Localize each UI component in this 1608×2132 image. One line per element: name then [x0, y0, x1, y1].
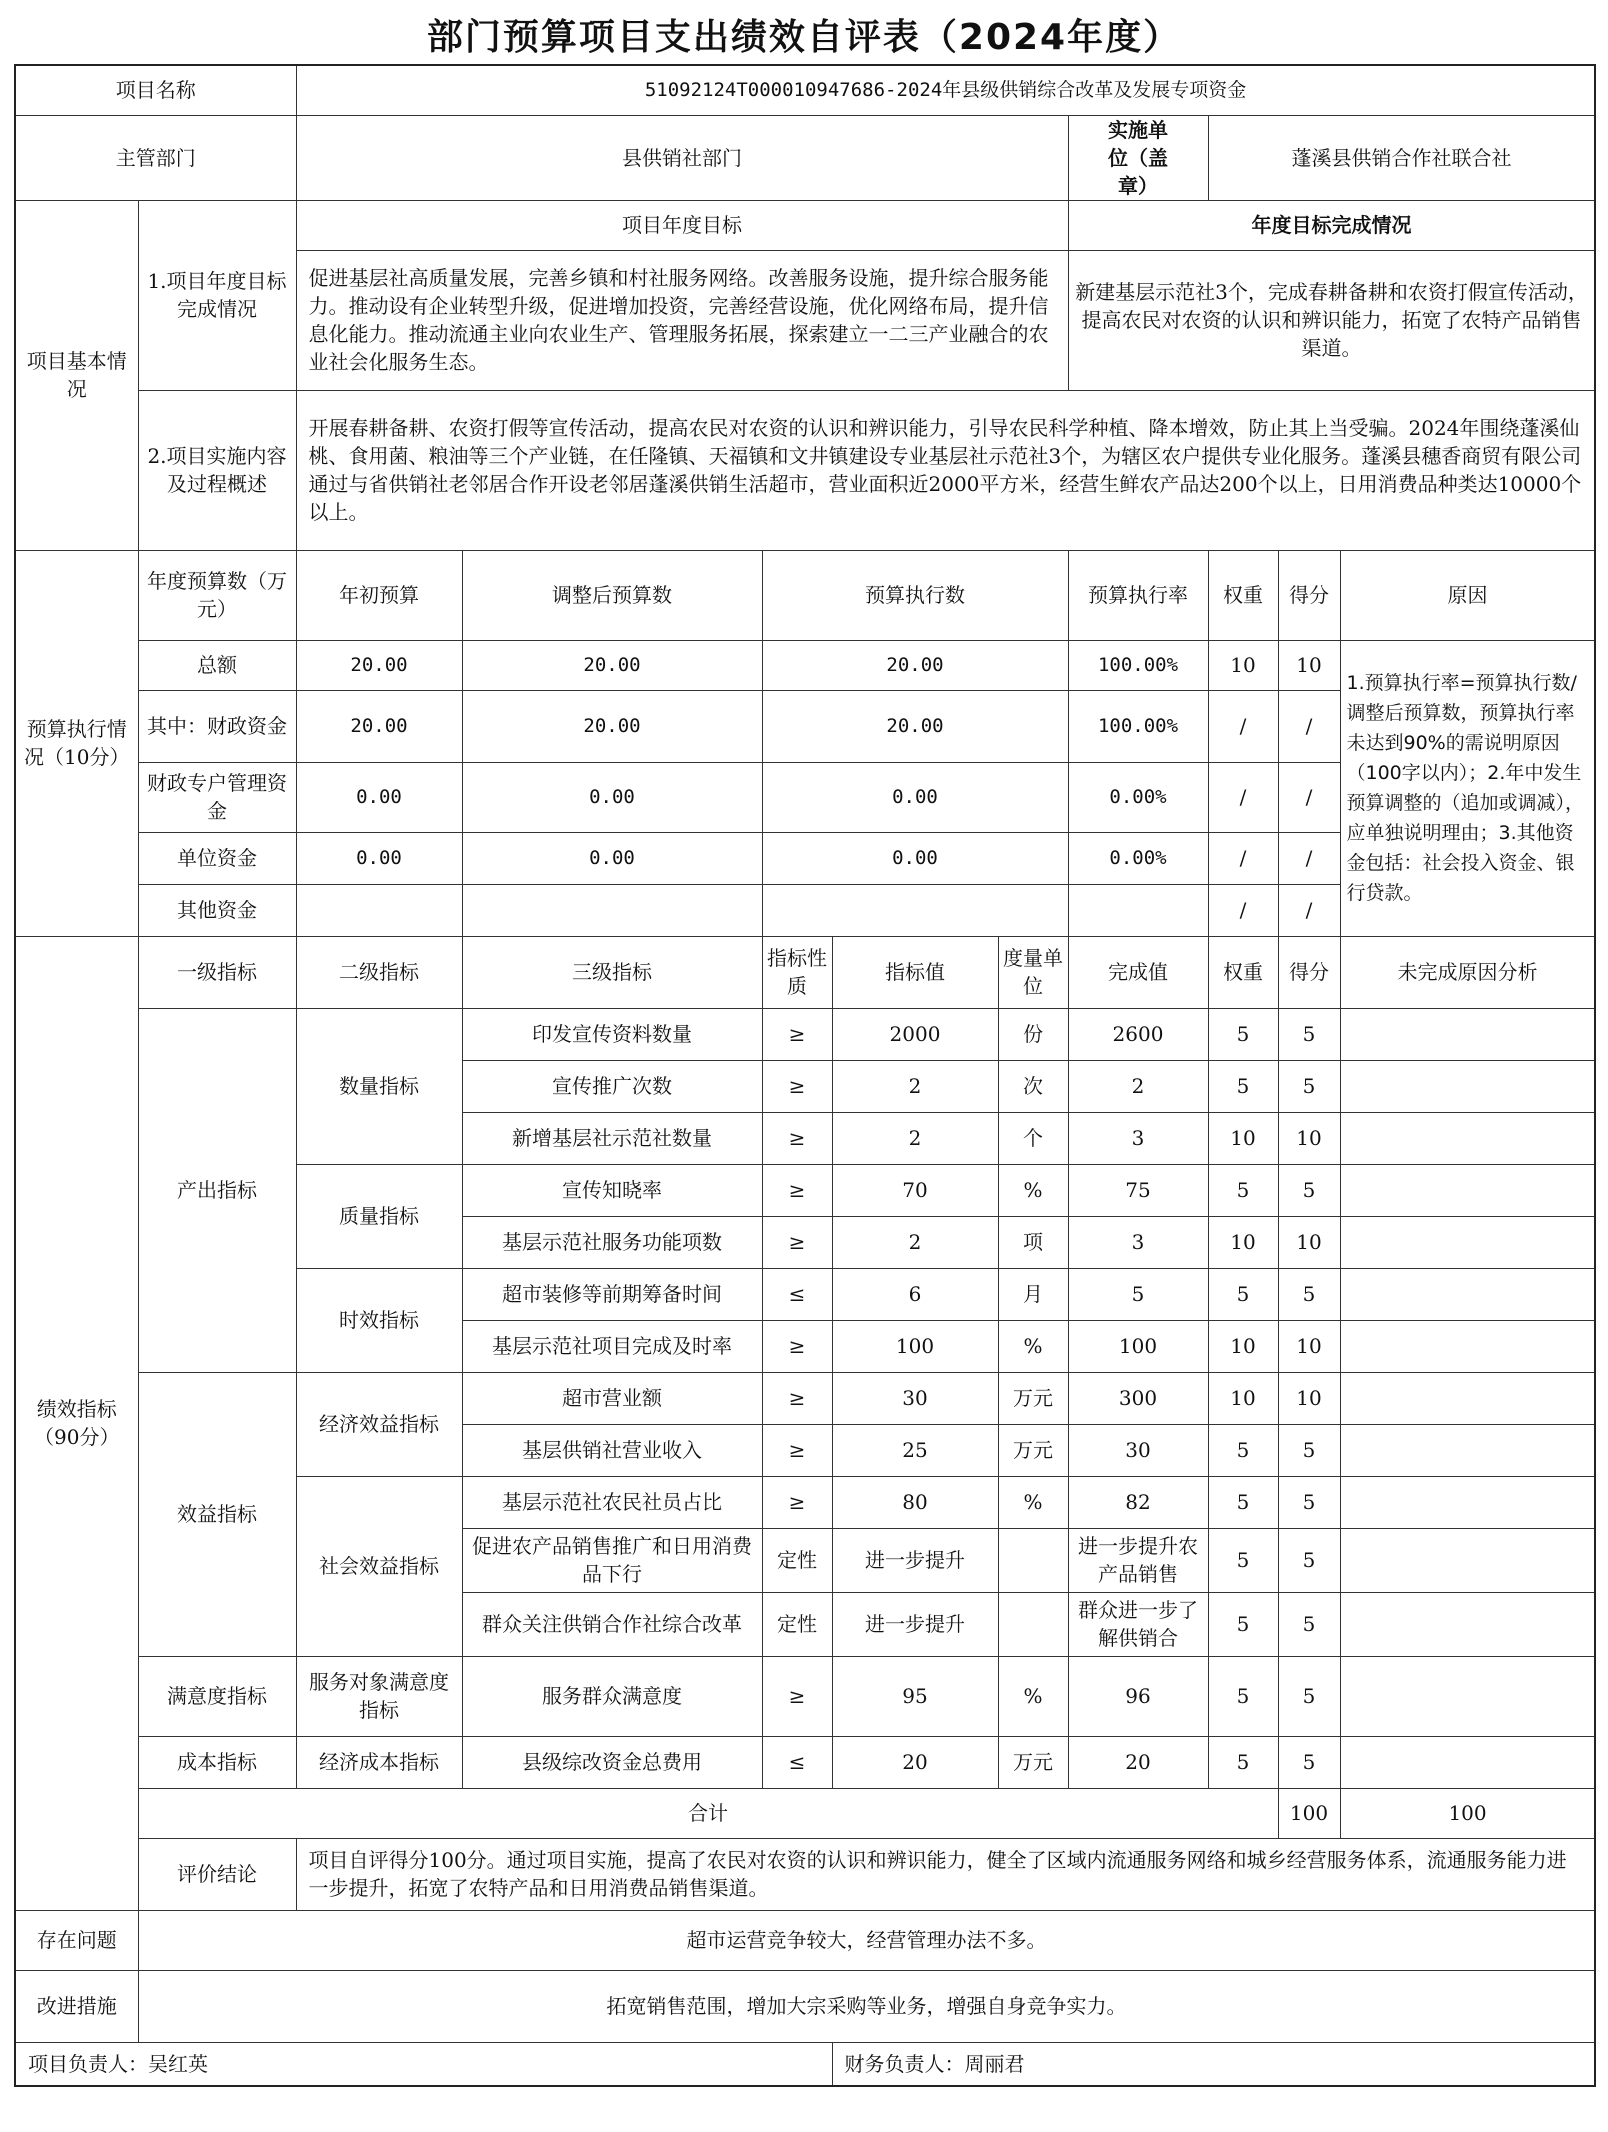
level2-econ-cost: 经济成本指标 [296, 1736, 462, 1788]
indicator-weight: 5 [1208, 1736, 1278, 1788]
project-name-label: 项目名称 [15, 65, 296, 115]
indicator-score: 5 [1278, 1008, 1340, 1060]
indicator-weight: 5 [1208, 1592, 1278, 1656]
perf-header: 完成值 [1068, 936, 1208, 1008]
indicator-score: 5 [1278, 1736, 1340, 1788]
indicator-nature: ≥ [762, 1372, 832, 1424]
budget-score: / [1278, 762, 1340, 832]
indicator-actual: 20 [1068, 1736, 1208, 1788]
budget-score: 10 [1278, 640, 1340, 690]
level2-service: 服务对象满意度指标 [296, 1656, 462, 1736]
level2-social: 社会效益指标 [296, 1476, 462, 1656]
budget-weight: / [1208, 832, 1278, 884]
budget-weight: / [1208, 690, 1278, 762]
department-row [15, 115, 1595, 200]
indicator-weight: 5 [1208, 1164, 1278, 1216]
perf-header: 权重 [1208, 936, 1278, 1008]
perf-header: 未完成原因分析 [1340, 936, 1595, 1008]
budget-initial: 20.00 [296, 690, 462, 762]
indicator-name: 印发宣传资料数量 [462, 1008, 762, 1060]
indicator-actual: 96 [1068, 1656, 1208, 1736]
indicator-unit: % [998, 1164, 1068, 1216]
finance-manager-label: 财务负责人： [844, 2051, 965, 2076]
budget-reason: 1.预算执行率=预算执行数/调整后预算数，预算执行率未达到90%的需说明原因（100字以内）；2.年中发生预算调整的（追加或调减），应单独说明理由；3.其他资金包括：社会投入资金、银行贷款。 [1340, 640, 1595, 936]
indicator-score: 5 [1278, 1268, 1340, 1320]
indicator-actual: 5 [1068, 1268, 1208, 1320]
indicator-reason [1340, 1372, 1595, 1424]
perf-header: 指标值 [832, 936, 998, 1008]
indicator-reason [1340, 1592, 1595, 1656]
budget-adjusted: 0.00 [462, 832, 762, 884]
budget-header-row [15, 550, 1595, 640]
budget-executed: 20.00 [762, 640, 1068, 690]
indicator-weight: 5 [1208, 1008, 1278, 1060]
indicator-score: 10 [1278, 1112, 1340, 1164]
budget-rate: 100.00% [1068, 640, 1208, 690]
indicator-weight: 10 [1208, 1112, 1278, 1164]
budget-executed: 0.00 [762, 762, 1068, 832]
budget-executed [762, 884, 1068, 936]
perf-header: 一级指标 [138, 936, 296, 1008]
budget-header-initial: 年初预算 [296, 550, 462, 640]
indicator-unit: % [998, 1656, 1068, 1736]
budget-initial: 20.00 [296, 640, 462, 690]
indicator-actual: 300 [1068, 1372, 1208, 1424]
process-row [15, 390, 1595, 550]
budget-executed: 20.00 [762, 690, 1068, 762]
indicator-actual: 75 [1068, 1164, 1208, 1216]
indicator-unit [998, 1592, 1068, 1656]
budget-adjusted: 20.00 [462, 690, 762, 762]
process-label: 2.项目实施内容及过程概述 [138, 390, 296, 550]
indicator-nature: ≥ [762, 1008, 832, 1060]
budget-header-rate: 预算执行率 [1068, 550, 1208, 640]
indicator-name: 基层供销社营业收入 [462, 1424, 762, 1476]
level2-timeliness: 时效指标 [296, 1268, 462, 1372]
conclusion-row [15, 1838, 1595, 1910]
finance-manager [832, 2042, 1595, 2086]
project-manager [15, 2042, 832, 2086]
indicator-target: 2 [832, 1060, 998, 1112]
level1-output: 产出指标 [138, 1008, 296, 1372]
indicator-target: 2 [832, 1216, 998, 1268]
goal-text: 促进基层社高质量发展，完善乡镇和村社服务网络。改善服务设施，提升综合服务能力。推动设有企业转型升级，促进增加投资，完善经营设施，优化网络布局，提升信息化能力。推动流通主业向农业生产、管理服务拓展，探索建立一二三产业融合的农业社会化服务生态。 [296, 250, 1068, 390]
budget-rate: 0.00% [1068, 832, 1208, 884]
signature-row [15, 2042, 1595, 2086]
indicator-nature: ≥ [762, 1164, 832, 1216]
indicator-target: 80 [832, 1476, 998, 1528]
indicator-reason [1340, 1268, 1595, 1320]
indicator-actual: 进一步提升农产品销售 [1068, 1528, 1208, 1592]
indicator-target: 6 [832, 1268, 998, 1320]
total-label: 合计 [138, 1788, 1278, 1838]
indicator-unit: 次 [998, 1060, 1068, 1112]
indicator-score: 5 [1278, 1592, 1340, 1656]
indicator-reason [1340, 1656, 1595, 1736]
indicator-nature: ≤ [762, 1736, 832, 1788]
perf-section-label: 绩效指标（90分） [15, 936, 138, 1910]
indicator-reason [1340, 1476, 1595, 1528]
indicator-name: 宣传推广次数 [462, 1060, 762, 1112]
indicator-score: 10 [1278, 1372, 1340, 1424]
indicator-nature: ≥ [762, 1060, 832, 1112]
indicator-score: 5 [1278, 1424, 1340, 1476]
indicator-actual: 2 [1068, 1060, 1208, 1112]
dept-label: 主管部门 [15, 115, 296, 200]
table-row [15, 1736, 1595, 1788]
indicator-nature: ≥ [762, 1112, 832, 1164]
table-row [15, 1008, 1595, 1060]
indicator-target: 20 [832, 1736, 998, 1788]
indicator-weight: 5 [1208, 1268, 1278, 1320]
indicator-name: 新增基层社示范社数量 [462, 1112, 762, 1164]
indicator-unit: 个 [998, 1112, 1068, 1164]
indicator-nature: ≥ [762, 1216, 832, 1268]
indicator-actual: 群众进一步了解供销合 [1068, 1592, 1208, 1656]
indicator-reason [1340, 1060, 1595, 1112]
indicator-nature: ≥ [762, 1320, 832, 1372]
level1-cost: 成本指标 [138, 1736, 296, 1788]
indicator-name: 基层示范社项目完成及时率 [462, 1320, 762, 1372]
indicator-weight: 5 [1208, 1656, 1278, 1736]
indicator-actual: 2600 [1068, 1008, 1208, 1060]
budget-score: / [1278, 884, 1340, 936]
budget-row-label: 总额 [138, 640, 296, 690]
evaluation-sheet [14, 14, 1594, 2087]
budget-rate: 0.00% [1068, 762, 1208, 832]
measures-text: 拓宽销售范围，增加大宗采购等业务，增强自身竞争实力。 [138, 1970, 1595, 2042]
total-weight: 100 [1278, 1788, 1340, 1838]
conclusion-text: 项目自评得分100分。通过项目实施，提高了农民对农资的认识和辨识能力，健全了区域内流通服务网络和城乡经营服务体系，流通服务能力进一步提升，拓宽了农特产品和日用消费品销售渠道。 [296, 1838, 1595, 1910]
project-manager-name: 吴红英 [148, 2051, 208, 2076]
indicator-target: 100 [832, 1320, 998, 1372]
indicator-name: 基层示范社农民社员占比 [462, 1476, 762, 1528]
indicator-target: 进一步提升 [832, 1592, 998, 1656]
indicator-score: 5 [1278, 1528, 1340, 1592]
indicator-actual: 100 [1068, 1320, 1208, 1372]
budget-adjusted: 0.00 [462, 762, 762, 832]
problems-label: 存在问题 [15, 1910, 138, 1970]
indicator-weight: 10 [1208, 1372, 1278, 1424]
project-manager-label: 项目负责人： [28, 2051, 148, 2076]
indicator-name: 服务群众满意度 [462, 1656, 762, 1736]
budget-score: / [1278, 690, 1340, 762]
indicator-actual: 82 [1068, 1476, 1208, 1528]
indicator-target: 25 [832, 1424, 998, 1476]
indicator-weight: 10 [1208, 1320, 1278, 1372]
indicator-score: 10 [1278, 1320, 1340, 1372]
budget-initial: 0.00 [296, 762, 462, 832]
indicator-weight: 5 [1208, 1060, 1278, 1112]
indicator-score: 5 [1278, 1656, 1340, 1736]
indicator-weight: 5 [1208, 1476, 1278, 1528]
perf-header: 指标性质 [762, 936, 832, 1008]
indicator-target: 30 [832, 1372, 998, 1424]
budget-score: / [1278, 832, 1340, 884]
indicator-reason [1340, 1164, 1595, 1216]
budget-header-amount: 年度预算数（万元） [138, 550, 296, 640]
perf-header-row [15, 936, 1595, 1008]
indicator-unit: 项 [998, 1216, 1068, 1268]
project-name-row [15, 65, 1595, 115]
budget-header-reason: 原因 [1340, 550, 1595, 640]
budget-weight: 10 [1208, 640, 1278, 690]
indicator-nature: ≥ [762, 1656, 832, 1736]
budget-row-label: 其他资金 [138, 884, 296, 936]
budget-initial [296, 884, 462, 936]
indicator-target: 进一步提升 [832, 1528, 998, 1592]
budget-row-label: 其中：财政资金 [138, 690, 296, 762]
indicator-actual: 3 [1068, 1112, 1208, 1164]
budget-rate [1068, 884, 1208, 936]
indicator-weight: 5 [1208, 1424, 1278, 1476]
indicator-target: 2000 [832, 1008, 998, 1060]
indicator-actual: 30 [1068, 1424, 1208, 1476]
indicator-name: 群众关注供销合作社综合改革 [462, 1592, 762, 1656]
level1-benefit: 效益指标 [138, 1372, 296, 1656]
measures-label: 改进措施 [15, 1970, 138, 2042]
indicator-score: 5 [1278, 1060, 1340, 1112]
indicator-reason [1340, 1424, 1595, 1476]
problems-row [15, 1910, 1595, 1970]
indicator-unit: 万元 [998, 1424, 1068, 1476]
indicator-reason [1340, 1216, 1595, 1268]
evaluation-table [14, 64, 1596, 2087]
budget-weight: / [1208, 762, 1278, 832]
indicator-unit: 份 [998, 1008, 1068, 1060]
indicator-target: 70 [832, 1164, 998, 1216]
problems-text: 超市运营竞争较大，经营管理办法不多。 [138, 1910, 1595, 1970]
budget-header-executed: 预算执行数 [762, 550, 1068, 640]
indicator-weight: 5 [1208, 1528, 1278, 1592]
indicator-target: 95 [832, 1656, 998, 1736]
indicator-name: 县级综改资金总费用 [462, 1736, 762, 1788]
indicator-nature: ≥ [762, 1476, 832, 1528]
indicator-reason [1340, 1528, 1595, 1592]
indicator-nature: ≥ [762, 1424, 832, 1476]
budget-weight: / [1208, 884, 1278, 936]
indicator-name: 宣传知晓率 [462, 1164, 762, 1216]
indicator-nature: 定性 [762, 1528, 832, 1592]
measures-row [15, 1970, 1595, 2042]
indicator-unit: % [998, 1320, 1068, 1372]
project-name-value: 51092124T000010947686-2024年县级供销综合改革及发展专项资金 [296, 65, 1595, 115]
budget-section-label: 预算执行情况（10分） [15, 550, 138, 936]
budget-rate: 100.00% [1068, 690, 1208, 762]
indicator-reason [1340, 1320, 1595, 1372]
indicator-actual: 3 [1068, 1216, 1208, 1268]
indicator-name: 基层示范社服务功能项数 [462, 1216, 762, 1268]
impl-label: 实施单位（盖章） [1068, 115, 1208, 200]
goal-row-label: 1.项目年度目标完成情况 [138, 200, 296, 390]
indicator-reason [1340, 1112, 1595, 1164]
indicator-nature: ≤ [762, 1268, 832, 1320]
perf-header: 得分 [1278, 936, 1340, 1008]
table-row [15, 1656, 1595, 1736]
indicator-unit: 月 [998, 1268, 1068, 1320]
finance-manager-name: 周丽君 [964, 2051, 1025, 2076]
impl-value: 蓬溪县供销合作社联合社 [1208, 115, 1595, 200]
indicator-score: 10 [1278, 1216, 1340, 1268]
budget-header-weight: 权重 [1208, 550, 1278, 640]
budget-header-score: 得分 [1278, 550, 1340, 640]
budget-header-adjusted: 调整后预算数 [462, 550, 762, 640]
level1-satisfaction: 满意度指标 [138, 1656, 296, 1736]
perf-header: 三级指标 [462, 936, 762, 1008]
perf-header: 二级指标 [296, 936, 462, 1008]
indicator-unit: 万元 [998, 1736, 1068, 1788]
basic-section-label: 项目基本情况 [15, 200, 138, 550]
indicator-unit: 万元 [998, 1372, 1068, 1424]
indicator-nature: 定性 [762, 1592, 832, 1656]
indicator-target: 2 [832, 1112, 998, 1164]
budget-initial: 0.00 [296, 832, 462, 884]
indicator-score: 5 [1278, 1164, 1340, 1216]
page-title: 部门预算项目支出绩效自评表（2024年度） [426, 17, 1182, 58]
perf-header: 度量单位 [998, 936, 1068, 1008]
budget-row-label: 单位资金 [138, 832, 296, 884]
total-score: 100 [1340, 1788, 1595, 1838]
table-row [15, 1372, 1595, 1424]
level2-economic: 经济效益指标 [296, 1372, 462, 1476]
goal-header: 项目年度目标 [296, 200, 1068, 250]
done-text: 新建基层示范社3个，完成春耕备耕和农资打假宣传活动，提高农民对农资的认识和辨识能力，拓宽了农特产品销售渠道。 [1068, 250, 1595, 390]
total-row [15, 1788, 1595, 1838]
indicator-weight: 10 [1208, 1216, 1278, 1268]
level2-quantity: 数量指标 [296, 1008, 462, 1164]
done-header: 年度目标完成情况 [1068, 200, 1595, 250]
process-text: 开展春耕备耕、农资打假等宣传活动，提高农民对农资的认识和辨识能力，引导农民科学种植、降本增效，防止其上当受骗。2024年围绕蓬溪仙桃、食用菌、粮油等三个产业链，在任隆镇、天福镇和文井镇建设专业基层社示范社3个，为辖区农户提供专业化服务。蓬溪县穗香商贸有限公司通过与省供销社老邻居合作开设老邻居蓬溪供销生活超市，营业面积近2000平方米，经营生鲜农产品达200个以上，日用消费品种类达10000个以上。 [296, 390, 1595, 550]
indicator-name: 促进农产品销售推广和日用消费品下行 [462, 1528, 762, 1592]
indicator-reason [1340, 1736, 1595, 1788]
budget-adjusted: 20.00 [462, 640, 762, 690]
indicator-name: 超市装修等前期筹备时间 [462, 1268, 762, 1320]
conclusion-label: 评价结论 [138, 1838, 296, 1910]
budget-executed: 0.00 [762, 832, 1068, 884]
indicator-name: 超市营业额 [462, 1372, 762, 1424]
indicator-score: 5 [1278, 1476, 1340, 1528]
goal-header-row [15, 200, 1595, 250]
dept-value: 县供销社部门 [296, 115, 1068, 200]
budget-adjusted [462, 884, 762, 936]
budget-row-total [15, 640, 1595, 690]
level2-quality: 质量指标 [296, 1164, 462, 1268]
budget-row-label: 财政专户管理资金 [138, 762, 296, 832]
indicator-unit [998, 1528, 1068, 1592]
indicator-unit: % [998, 1476, 1068, 1528]
indicator-reason [1340, 1008, 1595, 1060]
